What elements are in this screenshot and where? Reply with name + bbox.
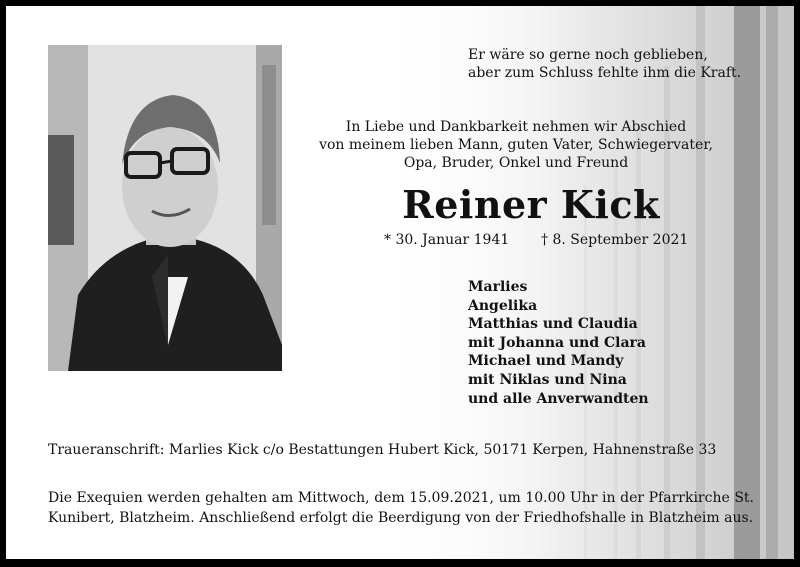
verse-line: aber zum Schluss fehlte ihm die Kraft.: [468, 65, 742, 81]
intro-line: Opa, Bruder, Onkel und Freund: [403, 155, 629, 171]
mourner-item: Marlies: [468, 279, 528, 295]
mourner-item: Angelika: [468, 297, 538, 314]
verse-quote: [468, 46, 788, 82]
funeral-service-info: Die Exequien werden gehalten am Mittwoch, dem 15.09.2021, um 10.00 Uhr in der Pfarrkirche St. Kunibert, Blatzheim. Anschließend erfolgt die Beerdigung von der Friedhofshalle in Blatzheim aus.: [48, 490, 754, 526]
portrait-photo: [48, 45, 282, 371]
mourner-item: mit Niklas und Nina: [468, 371, 627, 388]
intro-line: In Liebe und Dankbarkeit nehmen wir Abschied: [345, 119, 687, 135]
mourners-list: [468, 278, 649, 408]
mourning-address: Traueranschrift: Marlies Kick c/o Bestattungen Hubert Kick, 50171 Kerpen, Hahnenstraße 33: [48, 442, 717, 458]
verse-line: Er wäre so gerne noch geblieben,: [468, 47, 708, 63]
obituary-card: [6, 6, 794, 559]
deceased-name: Reiner Kick: [402, 182, 660, 227]
mourner-item: Michael und Mandy: [468, 353, 624, 370]
mourner-item: Matthias und Claudia: [468, 316, 638, 333]
intro-line: von meinem lieben Mann, guten Vater, Schwiegervater,: [319, 137, 713, 153]
farewell-intro: [306, 118, 726, 172]
mourner-item: und alle Anverwandten: [468, 390, 649, 407]
death-date: † 8. September 2021: [541, 232, 689, 248]
mourner-item: mit Johanna und Clara: [468, 334, 646, 351]
birth-date: * 30. Januar 1941: [384, 232, 510, 248]
